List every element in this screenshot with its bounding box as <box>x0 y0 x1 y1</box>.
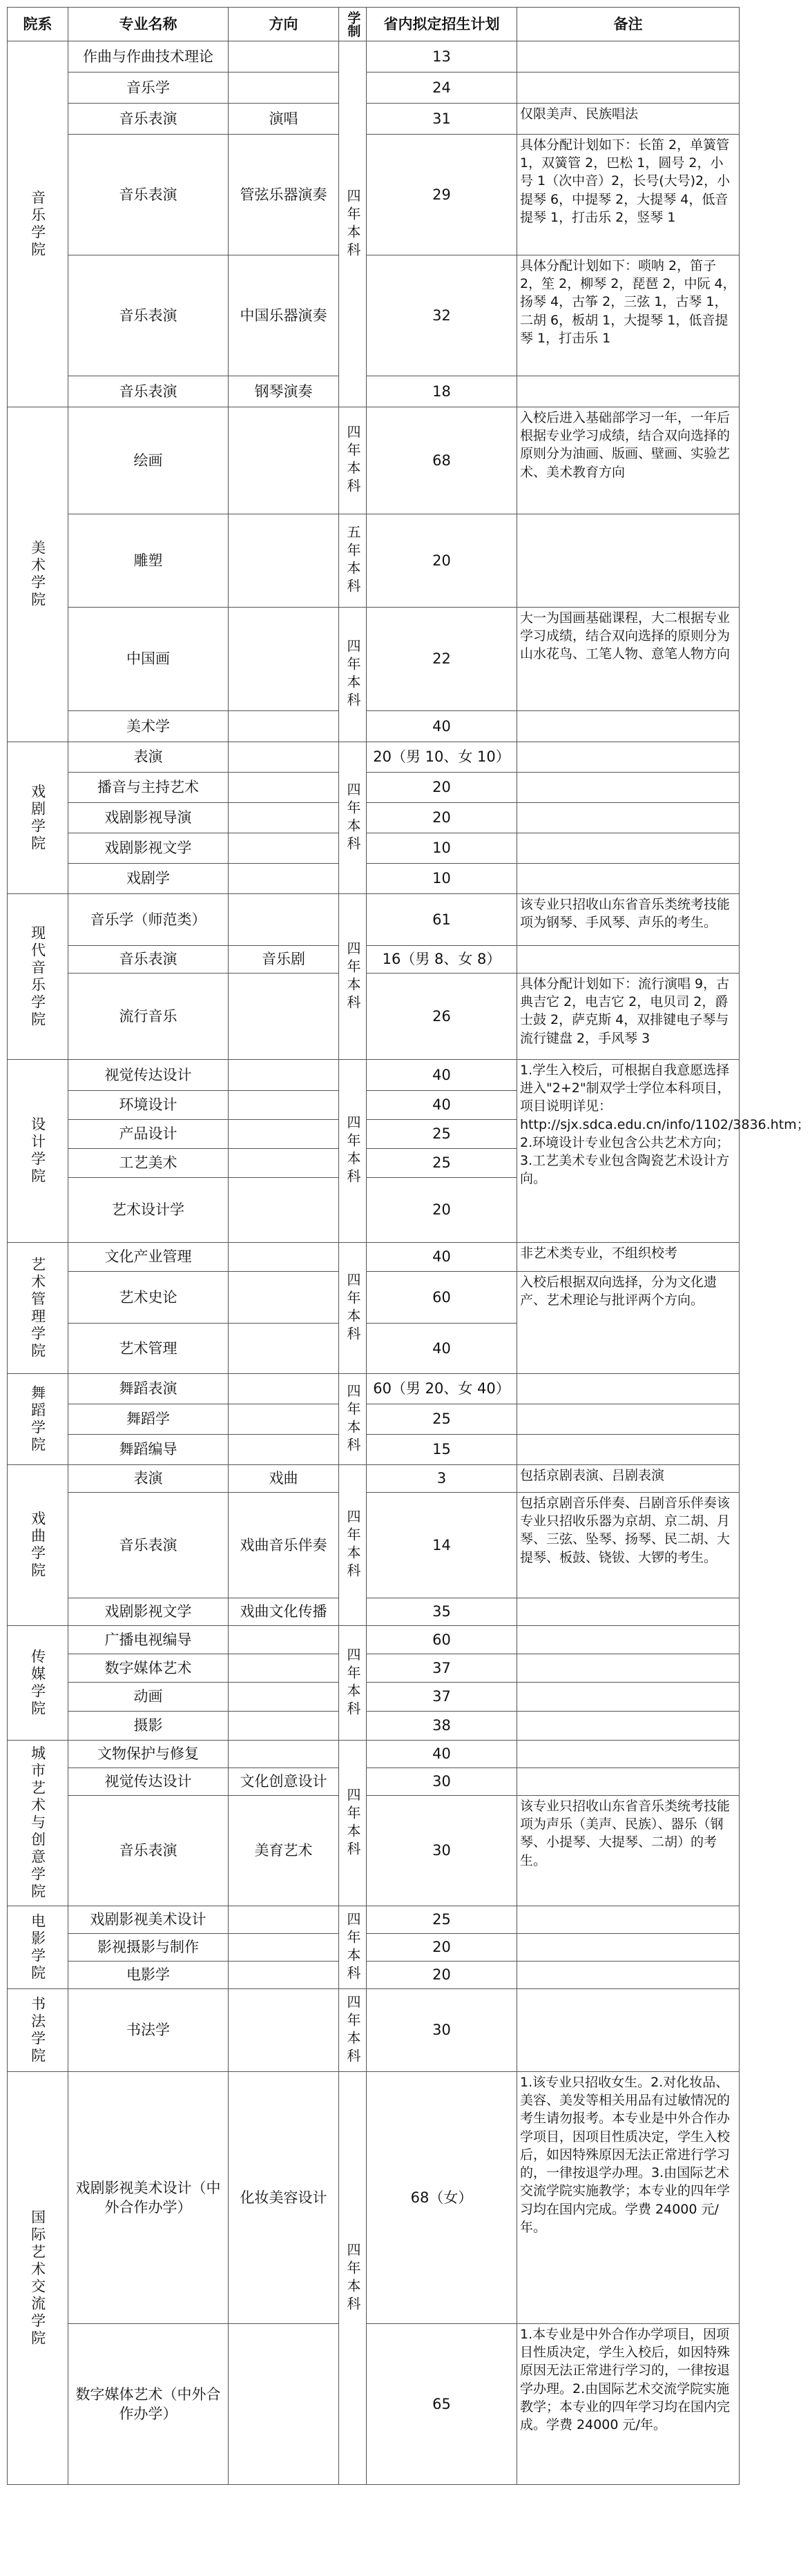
direction <box>229 1906 339 1934</box>
plan-count: 30 <box>367 1989 517 2072</box>
plan-count: 24 <box>367 72 517 104</box>
note-text <box>517 803 740 833</box>
table-row <box>8 1374 740 1404</box>
direction <box>229 1178 339 1243</box>
school-name: 书法学院 <box>8 1989 68 2072</box>
school-name: 电影学院 <box>8 1906 68 1989</box>
major-name: 戏剧影视美术设计 <box>68 1906 229 1934</box>
term-length: 五年本科 <box>339 514 367 608</box>
plan-count: 25 <box>367 1404 517 1435</box>
note-text: 具体分配计划如下：长笛 2，单簧管 1，双簧管 2，巴松 1，圆号 2，小号 1（次中音）2，长号(大号)2，小提琴 6，中提琴 2，大提琴 4，低音提琴 1，打击乐 2，竖琴 1 <box>517 135 740 255</box>
table-row <box>8 1243 740 1272</box>
table-row <box>8 376 740 407</box>
plan-count: 25 <box>367 1120 517 1149</box>
term-length: 四年本科 <box>339 1741 367 1906</box>
table-row <box>8 2072 740 2324</box>
direction <box>229 1243 339 1272</box>
table-row <box>8 1654 740 1683</box>
plan-count: 15 <box>367 1435 517 1465</box>
major-name: 中国画 <box>68 608 229 711</box>
major-name: 视觉传达设计 <box>68 1768 229 1796</box>
school-name: 美术学院 <box>8 407 68 742</box>
plan-count: 61 <box>367 894 517 946</box>
table-row <box>8 711 740 742</box>
major-name: 戏剧影视文学 <box>68 833 229 864</box>
table-row <box>8 1404 740 1435</box>
direction: 美育艺术 <box>229 1796 339 1906</box>
major-name: 戏剧影视文学 <box>68 1598 229 1626</box>
school-name: 城市艺术与创意学院 <box>8 1741 68 1906</box>
major-name: 工艺美术 <box>68 1149 229 1178</box>
direction <box>229 1149 339 1178</box>
table-row <box>8 833 740 864</box>
direction: 中国乐器演奏 <box>229 255 339 376</box>
direction: 文化创意设计 <box>229 1768 339 1796</box>
plan-count: 3 <box>367 1465 517 1493</box>
direction: 戏曲文化传播 <box>229 1598 339 1626</box>
header-note: 备注 <box>517 8 740 41</box>
term-length: 四年本科 <box>339 1989 367 2072</box>
header-term: 学制 <box>339 8 367 41</box>
direction <box>229 1989 339 2072</box>
major-name: 广播电视编导 <box>68 1626 229 1654</box>
plan-count: 35 <box>367 1598 517 1626</box>
term-length: 四年本科 <box>339 1374 367 1465</box>
major-name: 表演 <box>68 1465 229 1493</box>
direction <box>229 1712 339 1741</box>
plan-count: 29 <box>367 135 517 255</box>
note-text <box>517 1962 740 1989</box>
major-name: 作曲与作曲技术理论 <box>68 41 229 72</box>
term-length: 四年本科 <box>339 1243 367 1374</box>
term-length: 四年本科 <box>339 608 367 742</box>
header-school: 院系 <box>8 8 68 41</box>
table-row <box>8 1741 740 1768</box>
table-row <box>8 104 740 135</box>
direction <box>229 833 339 864</box>
note-text: 1.学生入校后，可根据自我意愿选择进入"2+2"制双学士学位本科项目，项目说明详见：http://sjx.sdca.edu.cn/info/1102/3836.htm；2.环境设计专业包含公共艺术方向；3.工艺美术专业包含陶瓷艺术设计方向。 <box>517 1060 740 1243</box>
plan-count: 65 <box>367 2324 517 2485</box>
direction: 管弦乐器演奏 <box>229 135 339 255</box>
plan-count: 40 <box>367 1060 517 1091</box>
direction <box>229 1120 339 1149</box>
direction <box>229 2324 339 2485</box>
table-row <box>8 1906 740 1934</box>
direction <box>229 803 339 833</box>
major-name: 音乐表演 <box>68 135 229 255</box>
direction <box>229 974 339 1060</box>
table-row <box>8 946 740 974</box>
table-row <box>8 72 740 104</box>
major-name: 播音与主持艺术 <box>68 773 229 803</box>
note-text <box>517 833 740 864</box>
major-name: 音乐学 <box>68 72 229 104</box>
major-name: 美术学 <box>68 711 229 742</box>
plan-count: 25 <box>367 1149 517 1178</box>
note-text: 1.本专业是中外合作办学项目，因项目性质决定，学生入校后，如因特殊原因无法正常进行学习的，一律按退学办理。2.由国际艺术交流学院实施教学；本专业的四年学习均在国内完成。学费 24000 元/年。 <box>517 2324 740 2485</box>
table-row <box>8 2324 740 2485</box>
plan-count: 20 <box>367 514 517 608</box>
major-name: 数字媒体艺术（中外合作办学） <box>68 2324 229 2485</box>
plan-count: 38 <box>367 1712 517 1741</box>
direction <box>229 1404 339 1435</box>
plan-count: 25 <box>367 1906 517 1934</box>
direction <box>229 1683 339 1712</box>
school-name: 传媒学院 <box>8 1626 68 1741</box>
direction <box>229 1934 339 1962</box>
plan-count: 16（男 8、女 8） <box>367 946 517 974</box>
plan-count: 30 <box>367 1768 517 1796</box>
term-length: 四年本科 <box>339 1465 367 1626</box>
direction <box>229 1272 339 1324</box>
plan-count: 30 <box>367 1796 517 1906</box>
note-text <box>517 1906 740 1934</box>
plan-count: 68（女） <box>367 2072 517 2324</box>
plan-count: 60 <box>367 1626 517 1654</box>
table-row <box>8 255 740 376</box>
term-length: 四年本科 <box>339 894 367 1060</box>
plan-count: 60（男 20、女 40） <box>367 1374 517 1404</box>
note-text: 包括京剧表演、吕剧表演 <box>517 1465 740 1493</box>
major-name: 动画 <box>68 1683 229 1712</box>
major-name: 书法学 <box>68 1989 229 2072</box>
major-name: 摄影 <box>68 1712 229 1741</box>
major-name: 音乐表演 <box>68 376 229 407</box>
plan-count: 20 <box>367 1934 517 1962</box>
enrollment-plan-table <box>7 7 810 2485</box>
major-name: 艺术管理 <box>68 1324 229 1374</box>
note-text <box>517 1741 740 1768</box>
table-row <box>8 1683 740 1712</box>
direction <box>229 1324 339 1374</box>
term-length: 四年本科 <box>339 742 367 894</box>
school-name: 现代音乐学院 <box>8 894 68 1060</box>
plan-count: 14 <box>367 1493 517 1598</box>
note-text <box>517 1712 740 1741</box>
note-text <box>517 1374 740 1404</box>
note-text <box>517 773 740 803</box>
major-name: 表演 <box>68 742 229 773</box>
header-row <box>8 8 740 41</box>
table-row <box>8 1272 740 1324</box>
major-name: 流行音乐 <box>68 974 229 1060</box>
plan-count: 40 <box>367 1741 517 1768</box>
note-text <box>517 864 740 894</box>
direction <box>229 41 339 72</box>
note-text <box>517 1989 740 2072</box>
school-name: 设计学院 <box>8 1060 68 1243</box>
plan-count: 20 <box>367 1178 517 1243</box>
direction <box>229 1091 339 1120</box>
header-plan: 省内拟定招生计划 <box>367 8 517 41</box>
plan-count: 10 <box>367 864 517 894</box>
direction: 演唱 <box>229 104 339 135</box>
plan-count: 40 <box>367 1091 517 1120</box>
plan-count: 31 <box>367 104 517 135</box>
table-row <box>8 608 740 711</box>
table-row <box>8 135 740 255</box>
note-text <box>517 1934 740 1962</box>
plan-count: 22 <box>367 608 517 711</box>
direction: 戏曲音乐伴奏 <box>229 1493 339 1598</box>
table-row <box>8 1712 740 1741</box>
major-name: 音乐表演 <box>68 255 229 376</box>
term-length: 四年本科 <box>339 1906 367 1989</box>
header-major: 专业名称 <box>68 8 229 41</box>
table-row <box>8 1493 740 1598</box>
note-text <box>517 1435 740 1465</box>
direction <box>229 514 339 608</box>
major-name: 音乐表演 <box>68 1493 229 1598</box>
major-name: 视觉传达设计 <box>68 1060 229 1091</box>
header-direction: 方向 <box>229 8 339 41</box>
plan-count: 26 <box>367 974 517 1060</box>
major-name: 舞蹈表演 <box>68 1374 229 1404</box>
major-name: 文化产业管理 <box>68 1243 229 1272</box>
direction <box>229 711 339 742</box>
table-row <box>8 803 740 833</box>
table-row <box>8 773 740 803</box>
plan-count: 10 <box>367 833 517 864</box>
plan-count: 20 <box>367 773 517 803</box>
table-row <box>8 894 740 946</box>
note-text <box>517 72 740 104</box>
note-text <box>517 1626 740 1654</box>
note-text: 该专业只招收山东省音乐类统考技能项为钢琴、手风琴、声乐的考生。 <box>517 894 740 946</box>
school-name: 艺术管理学院 <box>8 1243 68 1374</box>
major-name: 雕塑 <box>68 514 229 608</box>
school-name: 舞蹈学院 <box>8 1374 68 1465</box>
school-name: 国际艺术交流学院 <box>8 2072 68 2485</box>
note-text <box>517 1654 740 1683</box>
major-name: 戏剧学 <box>68 864 229 894</box>
note-text: 入校后根据双向选择，分为文化遗产、艺术理论与批评两个方向。 <box>517 1272 740 1374</box>
direction: 音乐剧 <box>229 946 339 974</box>
note-text <box>517 742 740 773</box>
plan-count: 13 <box>367 41 517 72</box>
school-name: 音乐学院 <box>8 41 68 407</box>
plan-count: 20 <box>367 1962 517 1989</box>
term-length: 四年本科 <box>339 407 367 514</box>
note-text <box>517 946 740 974</box>
note-text: 具体分配计划如下：唢呐 2，笛子 2，笙 2，柳琴 2，琵琶 2，中阮 4，扬琴 4，古筝 2，三弦 1，古琴 1，二胡 6，板胡 1，大提琴 1，低音提琴 1，打击乐 1 <box>517 255 740 376</box>
table-row <box>8 1435 740 1465</box>
table-row <box>8 742 740 773</box>
direction <box>229 608 339 711</box>
direction <box>229 1962 339 1989</box>
table-row <box>8 1598 740 1626</box>
note-text <box>517 514 740 608</box>
table-row <box>8 1796 740 1906</box>
note-text <box>517 41 740 72</box>
table-row <box>8 1768 740 1796</box>
direction <box>229 1374 339 1404</box>
direction <box>229 72 339 104</box>
direction: 化妆美容设计 <box>229 2072 339 2324</box>
direction <box>229 1741 339 1768</box>
table-row <box>8 407 740 514</box>
plan-count: 68 <box>367 407 517 514</box>
plan-count: 20 <box>367 803 517 833</box>
term-length: 四年本科 <box>339 2072 367 2485</box>
major-name: 戏剧影视导演 <box>68 803 229 833</box>
major-name: 影视摄影与制作 <box>68 1934 229 1962</box>
note-text: 大一为国画基础课程，大二根据专业学习成绩，结合双向选择的原则分为山水花鸟、工笔人物、意笔人物方向 <box>517 608 740 711</box>
note-text: 包括京剧音乐伴奏、吕剧音乐伴奏该专业只招收乐器为京胡、京二胡、月琴、三弦、坠琴、扬琴、民二胡、大提琴、板鼓、铙钹、大锣的考生。 <box>517 1493 740 1598</box>
direction: 戏曲 <box>229 1465 339 1493</box>
note-text <box>517 711 740 742</box>
table-row <box>8 1626 740 1654</box>
plan-count: 60 <box>367 1272 517 1324</box>
note-text: 具体分配计划如下：流行演唱 9，古典吉它 2，电吉它 2，电贝司 2，爵士鼓 2，萨克斯 4，双排键电子琴与流行键盘 2，手风琴 3 <box>517 974 740 1060</box>
table-row <box>8 1060 740 1091</box>
plan-count: 40 <box>367 711 517 742</box>
term-length: 四年本科 <box>339 41 367 407</box>
plan-count: 37 <box>367 1654 517 1683</box>
major-name: 音乐表演 <box>68 946 229 974</box>
major-name: 音乐表演 <box>68 104 229 135</box>
note-text: 入校后进入基础部学习一年，一年后根据专业学习成绩，结合双向选择的原则分为油画、版画、壁画、实验艺术、美术教育方向 <box>517 407 740 514</box>
major-name: 文物保护与修复 <box>68 1741 229 1768</box>
table-row <box>8 41 740 72</box>
plan-count: 40 <box>367 1324 517 1374</box>
note-text <box>517 376 740 407</box>
term-length: 四年本科 <box>339 1626 367 1741</box>
plan-count: 18 <box>367 376 517 407</box>
major-name: 舞蹈编导 <box>68 1435 229 1465</box>
school-name: 戏剧学院 <box>8 742 68 894</box>
major-name: 戏剧影视美术设计（中外合作办学） <box>68 2072 229 2324</box>
major-name: 艺术史论 <box>68 1272 229 1324</box>
note-text <box>517 1598 740 1626</box>
note-text: 该专业只招收山东省音乐类统考技能项为声乐（美声、民族）、器乐（钢琴、小提琴、大提琴、二胡）的考生。 <box>517 1796 740 1906</box>
table-row <box>8 974 740 1060</box>
direction <box>229 1654 339 1683</box>
major-name: 舞蹈学 <box>68 1404 229 1435</box>
direction <box>229 1435 339 1465</box>
school-name: 戏曲学院 <box>8 1465 68 1626</box>
note-text <box>517 1683 740 1712</box>
table-row <box>8 514 740 608</box>
table-row <box>8 1934 740 1962</box>
major-name: 艺术设计学 <box>68 1178 229 1243</box>
term-length: 四年本科 <box>339 1060 367 1243</box>
table-row <box>8 1989 740 2072</box>
direction <box>229 773 339 803</box>
table-row <box>8 1465 740 1493</box>
plan-count: 20（男 10、女 10） <box>367 742 517 773</box>
note-text: 仅限美声、民族唱法 <box>517 104 740 135</box>
major-name: 音乐学（师范类） <box>68 894 229 946</box>
major-name: 绘画 <box>68 407 229 514</box>
note-text: 1.该专业只招收女生。2.对化妆品、美容、美发等相关用品有过敏情况的考生请勿报考。本专业是中外合作办学项目，因项目性质决定，学生入校后，如因特殊原因无法正常进行学习的，一律按退学办理。3.由国际艺术交流学院实施教学；本专业的四年学习均在国内完成。学费 24000 元/年。 <box>517 2072 740 2324</box>
direction <box>229 742 339 773</box>
direction <box>229 894 339 946</box>
direction <box>229 1626 339 1654</box>
plan-count: 40 <box>367 1243 517 1272</box>
note-text <box>517 1768 740 1796</box>
direction <box>229 864 339 894</box>
direction: 钢琴演奏 <box>229 376 339 407</box>
direction <box>229 1060 339 1091</box>
major-name: 音乐表演 <box>68 1796 229 1906</box>
note-text: 非艺术类专业，不组织校考 <box>517 1243 740 1272</box>
major-name: 产品设计 <box>68 1120 229 1149</box>
note-text <box>517 1404 740 1435</box>
table-row <box>8 1962 740 1989</box>
major-name: 数字媒体艺术 <box>68 1654 229 1683</box>
table-row <box>8 864 740 894</box>
major-name: 电影学 <box>68 1962 229 1989</box>
major-name: 环境设计 <box>68 1091 229 1120</box>
plan-count: 32 <box>367 255 517 376</box>
plan-count: 37 <box>367 1683 517 1712</box>
direction <box>229 407 339 514</box>
